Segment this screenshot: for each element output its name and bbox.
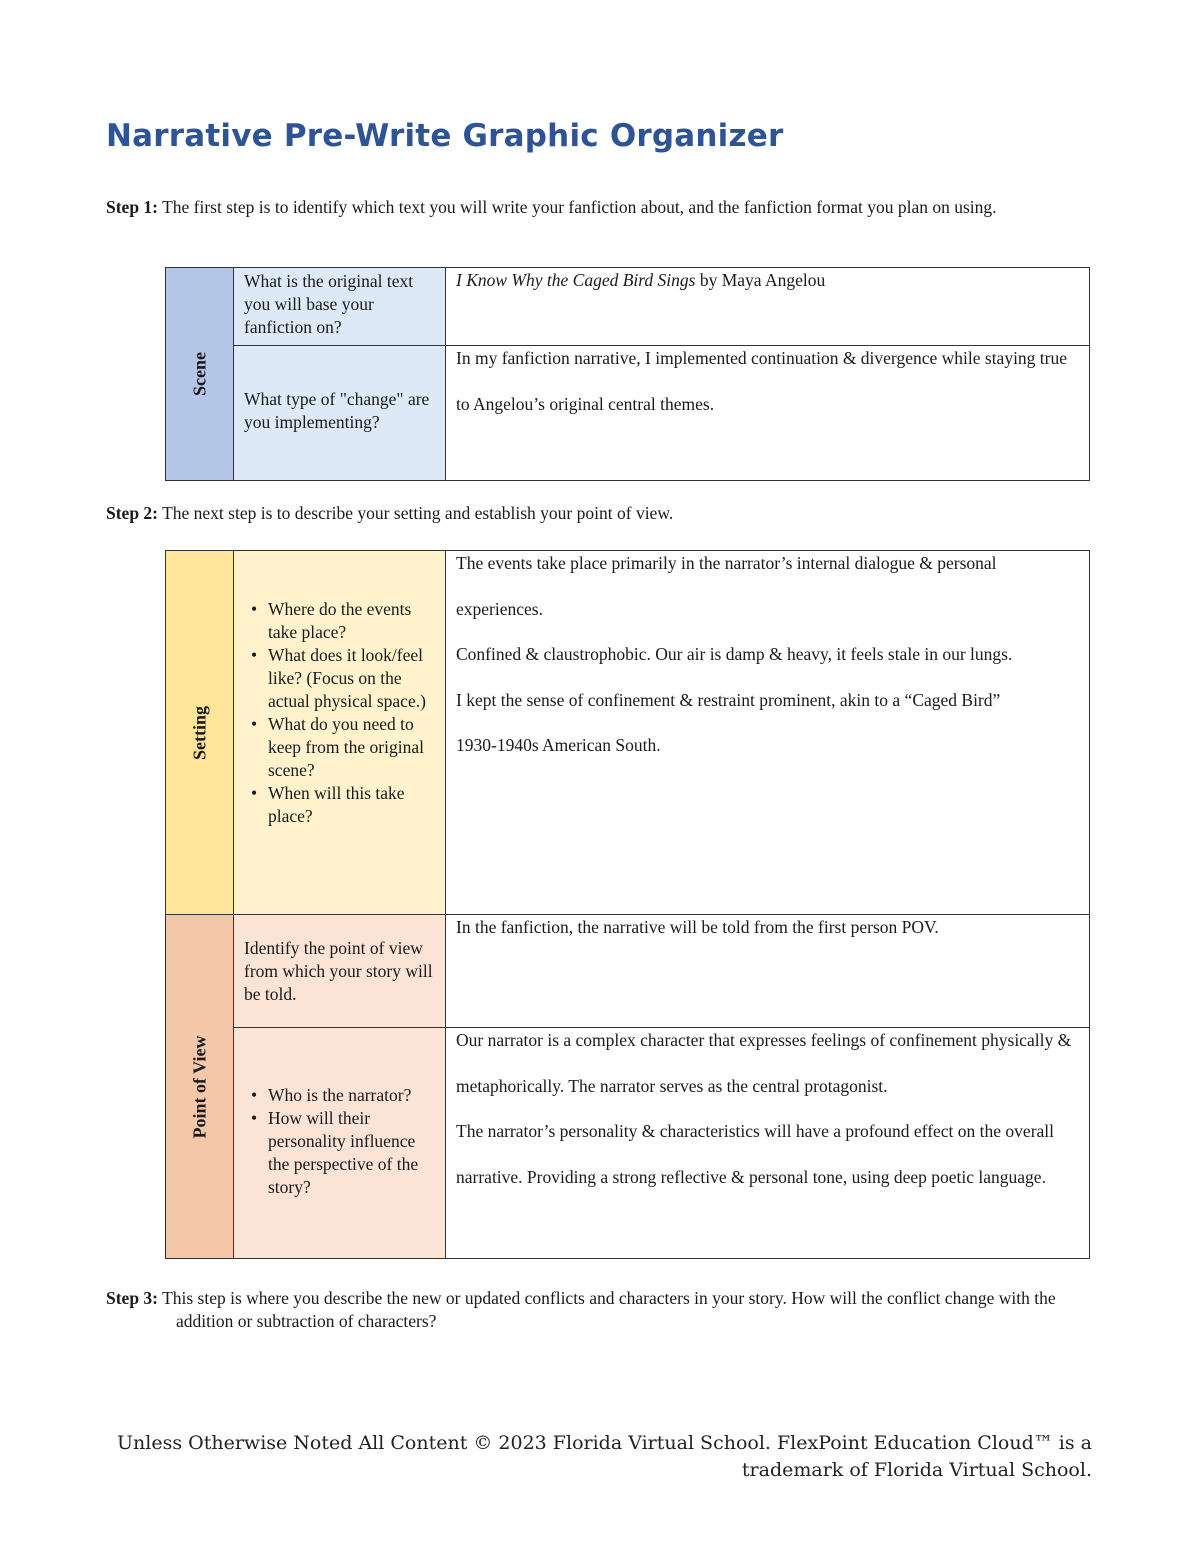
setting-answer-cell (446, 551, 1090, 915)
scene-answer-cell (446, 268, 1090, 346)
book-author: by Maya Angelou (695, 270, 826, 290)
page-title: Narrative Pre-Write Graphic Organizer (106, 118, 784, 154)
step-2-label: Step 2: (106, 503, 159, 523)
list-item: • When will this take place? (268, 782, 435, 828)
scene-question-original-text: What is the original text you will base your fanfiction on? (244, 271, 414, 337)
step-2-text: The next step is to describe your setting and establish your point of view. (158, 503, 674, 523)
scene-question-cell (234, 346, 446, 481)
step-2-instructions (106, 502, 1076, 525)
scene-side-cell (166, 268, 234, 481)
step-1-label: Step 1: (106, 197, 159, 217)
scene-table (165, 267, 1090, 481)
setting-question-cell (234, 551, 446, 915)
list-item: • Who is the narrator? (268, 1084, 435, 1107)
footer-line-2: trademark of Florida Virtual School. (741, 1459, 1092, 1481)
pov-question-cell (234, 1028, 446, 1259)
pov-questions-list (244, 1084, 435, 1199)
step-1-text: The first step is to identify which text you will write your fanfiction about, and the fanfiction format you plan on using. (158, 197, 997, 217)
setting-answer-paragraph: 1930-1940s American South. (456, 735, 661, 755)
setting-pov-table (165, 550, 1090, 1259)
pov-answer-identify: In the fanfiction, the narrative will be told from the first person POV. (456, 917, 939, 937)
setting-questions-list (244, 598, 435, 828)
book-title: I Know Why the Caged Bird Sings (456, 270, 696, 290)
pov-question-cell (234, 915, 446, 1028)
list-item: • What does it look/feel like? (Focus on the actual physical space.) (268, 644, 435, 713)
setting-answer-paragraph: I kept the sense of confinement & restraint prominent, akin to a “Caged Bird” (456, 689, 1001, 710)
setting-answer (446, 540, 1089, 773)
pov-side-cell (166, 915, 234, 1259)
pov-label: Point of View (189, 1035, 209, 1138)
footer-line-1: Unless Otherwise Noted All Content © 2023 Florida Virtual School. FlexPoint Education Cloud™ is a (117, 1432, 1092, 1454)
pov-answer-cell (446, 1028, 1090, 1259)
scene-answer-cell (446, 346, 1090, 481)
list-item: • What do you need to keep from the original scene? (268, 713, 435, 782)
step-3-text: This step is where you describe the new or updated conflicts and characters in your story. How will the conflict change with the addition or subtraction of characters? (158, 1288, 1056, 1331)
step-3-instructions (106, 1287, 1076, 1333)
scene-question-cell (234, 268, 446, 346)
setting-label: Setting (189, 705, 209, 760)
list-item: • Where do the events take place? (268, 598, 435, 644)
pov-answer-cell (446, 915, 1090, 1028)
pov-question-identify: Identify the point of view from which your story will be told. (244, 938, 433, 1004)
list-item: • How will their personality influence the perspective of the story? (268, 1107, 435, 1199)
setting-side-cell (166, 551, 234, 915)
copyright-footer (92, 1430, 1092, 1484)
scene-label: Scene (189, 352, 209, 396)
step-1-instructions (106, 196, 1076, 219)
scene-question-change-type: What type of "change" are you implementing? (244, 389, 430, 432)
pov-answer-narrator (446, 1017, 1089, 1204)
step-3-label: Step 3: (106, 1288, 159, 1308)
pov-answer-paragraph: The narrator’s personality & characteristics will have a profound effect on the overall narrative. Providing a strong reflective & personal tone, using deep poetic language. (456, 1121, 1055, 1187)
scene-answer-change-type: In my fanfiction narrative, I implemented continuation & divergence while staying true to Angelou’s original central themes. (456, 348, 1068, 414)
pov-answer-paragraph: Our narrator is a complex character that expresses feelings of confinement physically & metaphorically. The narrator serves as the central protagonist. (456, 1030, 1072, 1096)
setting-answer-paragraph: The events take place primarily in the narrator’s internal dialogue & personal experiences. (456, 553, 997, 619)
scene-answer-original-text (446, 268, 1089, 296)
setting-answer-paragraph: Confined & claustrophobic. Our air is damp & heavy, it feels stale in our lungs. (456, 644, 1013, 664)
